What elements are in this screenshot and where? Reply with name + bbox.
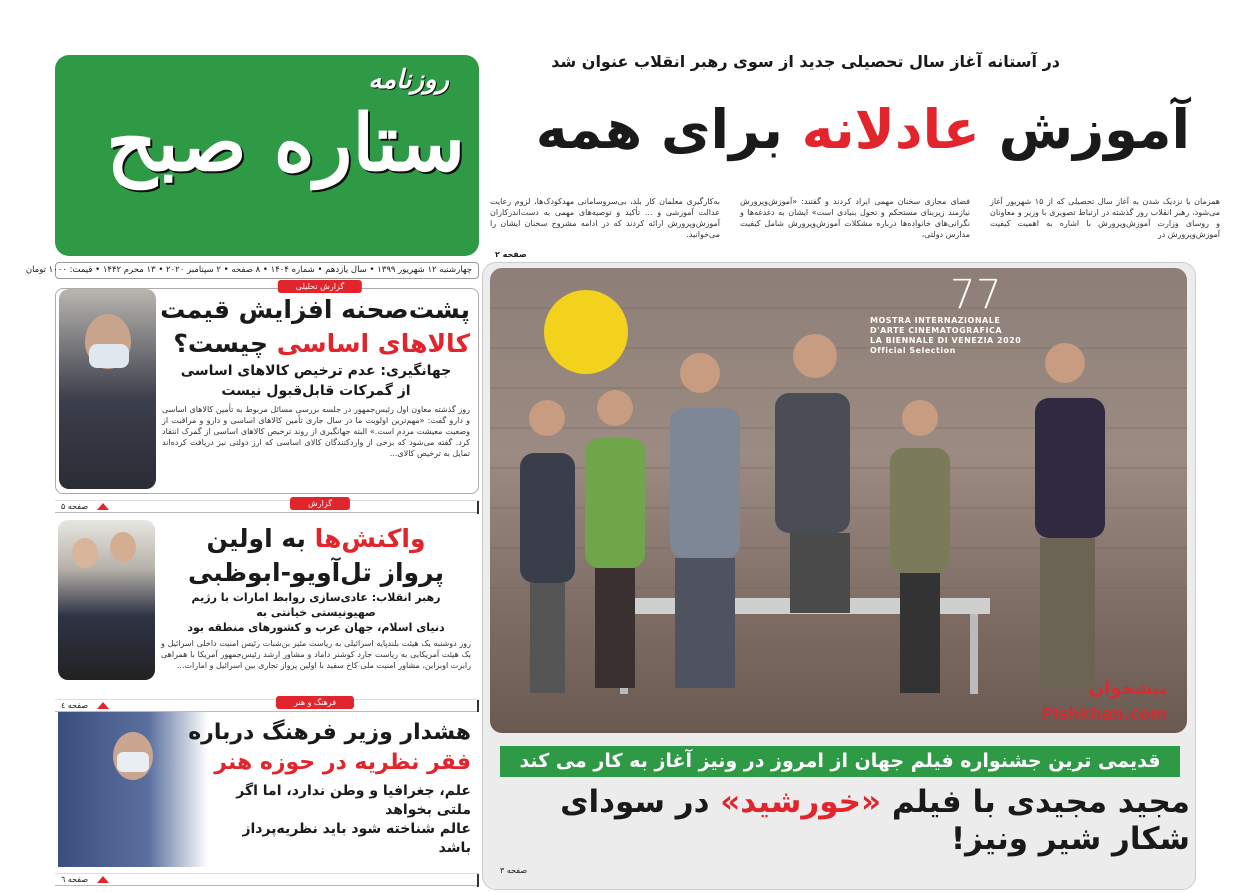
page-ref-bar[interactable] (55, 699, 479, 712)
photo-story-headline[interactable]: مجید مجیدی با فیلم «خورشید» در سودای شکار شیر ونیز! (560, 784, 1190, 857)
masthead (55, 55, 479, 256)
page-ref[interactable]: صفحه ٤ (61, 701, 89, 710)
lead-kicker: در آستانه آغاز سال تحصیلی جدید از سوی رهبر انقلاب عنوان شد (551, 52, 1060, 71)
page-ref-bar[interactable] (55, 873, 479, 886)
story-subhead: رهبر انقلاب: عادی‌سازی روابط امارات با رژیم صهیونیستی خیانتی به دنیای اسلام، جهان عرب و کشورهای منطقه بود (187, 591, 445, 634)
story-headline-line2[interactable]: پرواز تل‌آویو-ابوظبی (187, 558, 445, 587)
story-headline-line1[interactable]: هشدار وزیر فرهنگ درباره (188, 720, 471, 745)
lead-headline: آموزش عادلانه برای همه (535, 98, 1190, 161)
side-story-flight (55, 516, 479, 698)
venice-festival-logo: 77 MOSTRA INTERNAZIONALE D'ARTE CINEMATOGRAFICA LA BIENNALE DI VENEZIA 2020 Official Selection (870, 272, 1022, 355)
photo-story-page-ref[interactable]: صفحه ۳ (500, 866, 528, 875)
page-ref-bar[interactable] (55, 500, 479, 513)
watermark-en: Pishkhan.com (1041, 704, 1167, 723)
story-headline-line2[interactable]: فقر نظریه در حوزه هنر (214, 750, 471, 775)
chevron-up-icon (97, 876, 109, 883)
chevron-up-icon (97, 702, 109, 709)
chevron-up-icon (97, 503, 109, 510)
story-photo (58, 712, 208, 867)
story-tag: گزارش تحلیلی (278, 280, 362, 293)
story-subhead: جهانگیری: عدم ترخیص کالاهای اساسی از گمرکات قابل‌قبول نیست (180, 363, 452, 399)
ball (544, 290, 628, 374)
masthead-logo: ستاره صبح (106, 98, 465, 189)
story-photo (58, 520, 155, 680)
side-story-prices (55, 288, 479, 494)
lead-column-2: فضای مجازی سخنان مهمی ایراد کردند و گفتند: «آموزش‌وپرورش نیازمند زیربنای مستحکم و تحول بنیادی است» ایشان به دغدغه‌ها و نگرانی‌های خانواده‌ها درباره مشکلات آموزش‌وپرورش شامل کیفیت مدارس دولتی، (740, 197, 970, 239)
story-photo (59, 289, 156, 489)
watermark-fa: پیشخوان (1088, 678, 1167, 699)
masthead-label: روزنامه (368, 65, 449, 95)
page-ref[interactable]: صفحه ۵ (61, 502, 89, 511)
side-story-culture (55, 712, 479, 872)
story-headline-line2[interactable]: کالاهای اساسی چیست؟ (173, 329, 470, 358)
photo-story-strap: قدیمی ترین جشنواره فیلم جهان از امروز در ونیز آغاز به کار می کند (500, 746, 1180, 777)
story-headline-line1[interactable]: واکنش‌ها به اولین (206, 524, 426, 553)
lead-column-1: همزمان با نزدیک شدن به آغاز سال تحصیلی که از ۱۵ شهریور آغاز می‌شود، رهبر انقلاب روز گذشته در ارتباط تصویری با وزیر و معاونان و روسای وزارت آموزش‌وپرورش با اشاره به اهمیت کیفیت آموزش‌وپرورش در (990, 197, 1220, 239)
story-tag: فرهنگ و هنر (276, 696, 354, 709)
page-ref[interactable]: صفحه ٦ (61, 875, 89, 884)
lead-page-ref[interactable]: صفحه ۲ (495, 250, 527, 259)
lead-column-3: به‌کارگیری معلمان کار بلد، بی‌سروسامانی مهدکودک‌ها، لزوم رعایت عدالت آموزشی و ... تأکید و توصیه‌های مهمی به دست‌اندرکاران آموزش‌وپرورش ارائه کردند که در ادامه مشروح سخنان ایشان را می‌خوانید. (490, 197, 720, 239)
story-headline-line1[interactable]: پشت‌صحنه افزایش قیمت (160, 295, 470, 324)
story-body: روز دوشنبه یک هیئت بلندپایه اسرائیلی به ریاست مئیر بن‌شبات رئیس امنیت داخلی اسرائیل و یک هیئت آمریکایی به ریاست جارد کوشنر داماد و مشاور ارشد رئیس‌جمهور آمریکا با همراهی رابرت اوبراین، مشاور امنیت ملی کاخ سفید با اولین پرواز تجاری بین اسرائیل و امارات... (161, 639, 471, 670)
story-subhead: علم، جغرافیا و وطن ندارد، اما اگر ملتی بخواهد عالم شناخته شود باید نظریه‌پرداز باشد (236, 783, 471, 856)
story-body: روز گذشته معاون اول رئیس‌جمهور در جلسه بررسی مسائل مربوط به تأمین کالاهای اساسی و دارو گفت: «مهم‌ترین اولویت ما در سال جاری تأمین کالاهای اساسی و دارو و مراقبت از وضعیت معیشت مردم است.» البته جهانگیری از روند ترخیص کالاهای اساسی از گمرک انتقاد کرد. گفته می‌شود که برخی از واردکنندگان کالای اساسی که ارز دولتی نیز دریافت کرده‌اند تمایل به ترخیص کالای... (162, 405, 470, 458)
photo-illustration (490, 268, 1187, 733)
story-tag: گزارش (290, 497, 350, 510)
festival-photo (490, 268, 1187, 733)
dateline: چهارشنبه ۱۲ شهریور ۱۳۹۹ • سال یازدهم • شماره ۱۴۰۴ • ۸ صفحه • ۲ سپتامبر ۲۰۲۰ • ۱۳ محرم ۱۴۴۲ • قیمت: ۱۰۰۰ تومان (55, 262, 479, 279)
